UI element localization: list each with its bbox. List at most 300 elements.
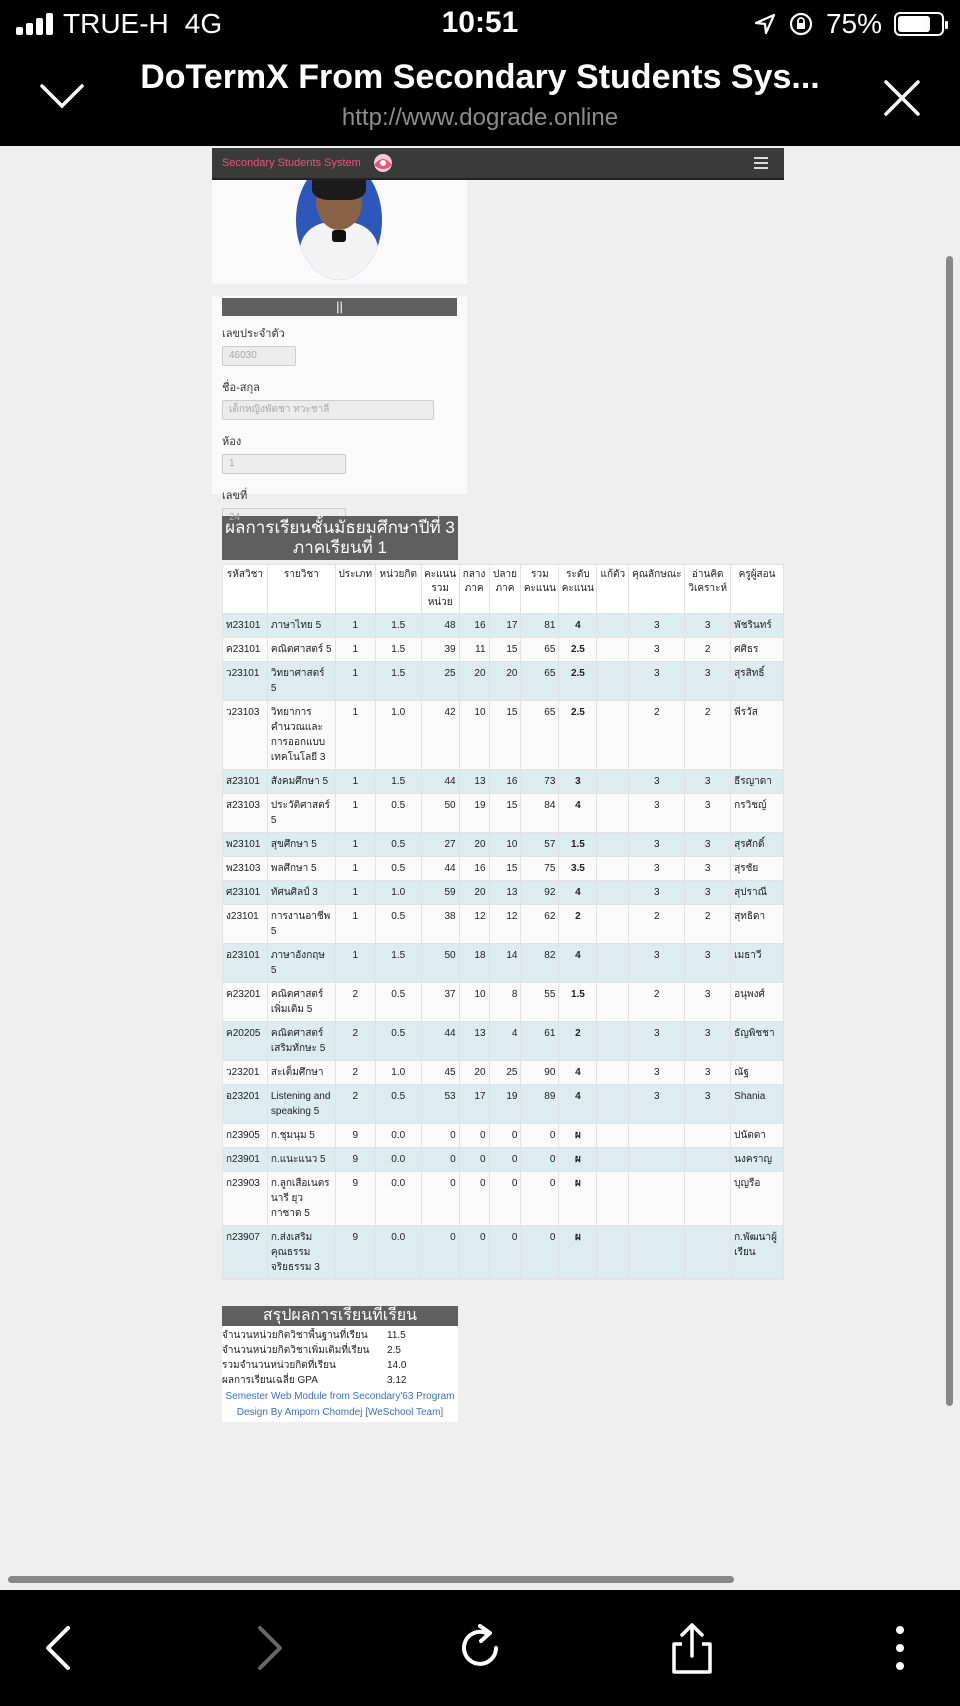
col-header: รายวิชา <box>267 565 335 614</box>
sum-score-cell: 75 <box>521 857 559 881</box>
attributes-cell <box>629 1148 685 1172</box>
student-info-panel <box>212 296 467 502</box>
subject-code-cell: อ23201 <box>223 1085 268 1124</box>
teacher-cell: สุปราณี <box>731 881 784 905</box>
teacher-cell: นงคราญ <box>731 1148 784 1172</box>
attributes-cell <box>629 1226 685 1280</box>
grade-cell: 1.5 <box>559 833 597 857</box>
midterm-cell: 19 <box>459 794 489 833</box>
credit-cell: 0.5 <box>375 833 421 857</box>
score-total-cell: 44 <box>421 770 459 794</box>
midterm-cell: 10 <box>459 701 489 770</box>
table-row <box>223 638 784 662</box>
col-header: คุณลักษณะ <box>629 565 685 614</box>
final-cell: 0 <box>489 1226 521 1280</box>
site-navbar <box>212 148 784 180</box>
subject-code-cell: ค23201 <box>223 983 268 1022</box>
credit-cell: 0.0 <box>375 1226 421 1280</box>
student-photo <box>296 180 382 280</box>
midterm-cell: 20 <box>459 662 489 701</box>
retake-cell <box>597 1124 629 1148</box>
grade-cell: ผ <box>559 1148 597 1172</box>
attributes-cell: 3 <box>629 662 685 701</box>
subject-name-cell: สุขศึกษา 5 <box>267 833 335 857</box>
midterm-cell: 16 <box>459 614 489 638</box>
subject-type-cell: 2 <box>335 983 375 1022</box>
grade-cell: 4 <box>559 794 597 833</box>
midterm-cell: 0 <box>459 1148 489 1172</box>
sum-score-cell: 0 <box>521 1124 559 1148</box>
teacher-cell: บุญรือ <box>731 1172 784 1226</box>
attributes-cell: 3 <box>629 1022 685 1061</box>
subject-code-cell: ศ23101 <box>223 881 268 905</box>
final-cell: 20 <box>489 662 521 701</box>
score-total-cell: 44 <box>421 1022 459 1061</box>
subject-code-cell: ง23101 <box>223 905 268 944</box>
final-cell: 8 <box>489 983 521 1022</box>
subject-name-cell: คณิตศาสตร์เสริมทักษะ 5 <box>267 1022 335 1061</box>
col-header: รวมคะแนน <box>521 565 559 614</box>
table-row <box>223 905 784 944</box>
subject-type-cell: 1 <box>335 701 375 770</box>
subject-name-cell: ประวัติศาสตร์ 5 <box>267 794 335 833</box>
midterm-cell: 16 <box>459 857 489 881</box>
midterm-cell: 10 <box>459 983 489 1022</box>
school-logo <box>369 151 397 175</box>
sum-score-cell: 82 <box>521 944 559 983</box>
attributes-cell: 3 <box>629 1061 685 1085</box>
credit-cell: 1.0 <box>375 701 421 770</box>
col-header: ปลายภาค <box>489 565 521 614</box>
retake-cell <box>597 638 629 662</box>
grade-cell: 4 <box>559 1085 597 1124</box>
table-row <box>223 701 784 770</box>
teacher-cell: เมธาวี <box>731 944 784 983</box>
subject-type-cell: 2 <box>335 1022 375 1061</box>
credit-cell: 0.0 <box>375 1172 421 1226</box>
attributes-cell <box>629 1172 685 1226</box>
footer-design-credit[interactable]: Design By Amporn Chomdej [WeSchool Team] <box>236 1407 444 1418</box>
subject-name-cell: ภาษาอังกฤษ 5 <box>267 944 335 983</box>
teacher-cell: ธัญพิชชา <box>731 1022 784 1061</box>
chevron-down-icon[interactable] <box>38 76 86 116</box>
subject-code-cell: ก23907 <box>223 1226 268 1280</box>
final-cell: 0 <box>489 1148 521 1172</box>
sum-score-cell: 81 <box>521 614 559 638</box>
retake-cell <box>597 1085 629 1124</box>
reading-analysis-cell: 3 <box>685 833 731 857</box>
reading-analysis-cell: 3 <box>685 857 731 881</box>
midterm-cell: 20 <box>459 881 489 905</box>
midterm-cell: 13 <box>459 1022 489 1061</box>
sum-score-cell: 90 <box>521 1061 559 1085</box>
midterm-cell: 12 <box>459 905 489 944</box>
final-cell: 15 <box>489 794 521 833</box>
reload-icon[interactable] <box>452 1620 508 1676</box>
subject-type-cell: 1 <box>335 944 375 983</box>
col-header: แก้ตัว <box>597 565 629 614</box>
final-cell: 19 <box>489 1085 521 1124</box>
retake-cell <box>597 1172 629 1226</box>
horizontal-scrollbar[interactable] <box>8 1576 734 1583</box>
attributes-cell: 3 <box>629 1085 685 1124</box>
retake-cell <box>597 857 629 881</box>
summary-label: จำนวนหน่วยกิตวิชาพื้นฐานที่เรียน <box>222 1330 368 1341</box>
sum-score-cell: 61 <box>521 1022 559 1061</box>
battery-percent: 75% <box>825 8 882 39</box>
grade-cell: 2.5 <box>559 638 597 662</box>
teacher-cell: อนุพงศ์ <box>731 983 784 1022</box>
retake-cell <box>597 944 629 983</box>
score-total-cell: 53 <box>421 1085 459 1124</box>
sum-score-cell: 62 <box>521 905 559 944</box>
subject-type-cell: 9 <box>335 1124 375 1148</box>
reading-analysis-cell <box>685 1172 731 1226</box>
midterm-cell: 0 <box>459 1226 489 1280</box>
table-row <box>223 1061 784 1085</box>
subject-code-cell: ว23101 <box>223 662 268 701</box>
teacher-cell: ศศิธร <box>731 638 784 662</box>
col-header: อ่านคิดวิเคราะห์ <box>685 565 731 614</box>
sum-score-cell: 89 <box>521 1085 559 1124</box>
teacher-cell: สุรสิทธิ์ <box>731 662 784 701</box>
table-row <box>223 614 784 638</box>
grade-cell: ผ <box>559 1172 597 1226</box>
subject-type-cell: 9 <box>335 1148 375 1172</box>
retake-cell <box>597 905 629 944</box>
reading-analysis-cell: 3 <box>685 944 731 983</box>
grades-table-body <box>223 614 784 1280</box>
credit-cell: 1.0 <box>375 1061 421 1085</box>
reading-analysis-cell: 2 <box>685 638 731 662</box>
sum-score-cell: 55 <box>521 983 559 1022</box>
grade-cell: 3 <box>559 770 597 794</box>
subject-code-cell: ค23101 <box>223 638 268 662</box>
final-cell: 13 <box>489 881 521 905</box>
battery-icon <box>894 12 944 36</box>
retake-cell <box>597 701 629 770</box>
grade-cell: 3.5 <box>559 857 597 881</box>
credit-cell: 0.5 <box>375 794 421 833</box>
table-header-row <box>223 565 784 614</box>
teacher-cell: กรวิชญ์ <box>731 794 784 833</box>
results-title: ผลการเรียนชั้นมัธยมศึกษาปีที่ 3 ภาคเรียนที่ 1 <box>222 516 458 560</box>
score-total-cell: 0 <box>421 1226 459 1280</box>
midterm-cell: 0 <box>459 1124 489 1148</box>
room-label: ห้อง <box>222 436 242 448</box>
teacher-cell: ณัฐ <box>731 1061 784 1085</box>
col-header: หน่วยกิต <box>375 565 421 614</box>
summary-title: สรุปผลการเรียนที่เรียน <box>222 1306 458 1326</box>
retake-cell <box>597 794 629 833</box>
teacher-cell: สุรศักดิ์ <box>731 833 784 857</box>
subject-name-cell: ก.ลูกเสือเนตรนารี ยุวกาชาด 5 <box>267 1172 335 1226</box>
midterm-cell: 11 <box>459 638 489 662</box>
teacher-cell: ก.พัฒนาผู้เรียน <box>731 1226 784 1280</box>
sum-score-cell: 0 <box>521 1148 559 1172</box>
score-total-cell: 45 <box>421 1061 459 1085</box>
summary-label: จำนวนหน่วยกิตวิชาเพิ่มเติมที่เรียน <box>222 1345 370 1356</box>
credit-cell: 0.5 <box>375 857 421 881</box>
student-name-field[interactable] <box>222 400 434 420</box>
teacher-cell: สุรชัย <box>731 857 784 881</box>
final-cell: 15 <box>489 857 521 881</box>
retake-cell <box>597 662 629 701</box>
subject-type-cell: 9 <box>335 1226 375 1280</box>
grade-cell: 4 <box>559 944 597 983</box>
grade-cell: 2.5 <box>559 662 597 701</box>
credit-cell: 0.5 <box>375 983 421 1022</box>
reading-analysis-cell: 3 <box>685 1022 731 1061</box>
student-name-label: ชื่อ-สกุล <box>222 382 260 394</box>
col-header: ครูผู้สอน <box>731 565 784 614</box>
grades-table <box>222 564 784 1280</box>
subject-type-cell: 2 <box>335 1061 375 1085</box>
score-total-cell: 25 <box>421 662 459 701</box>
more-options-icon[interactable] <box>872 1620 928 1676</box>
subject-type-cell: 1 <box>335 638 375 662</box>
credit-cell: 0.0 <box>375 1124 421 1148</box>
reading-analysis-cell: 3 <box>685 1085 731 1124</box>
subject-name-cell: ทัศนศิลป์ 3 <box>267 881 335 905</box>
subject-code-cell: ส23103 <box>223 794 268 833</box>
attributes-cell: 2 <box>629 905 685 944</box>
midterm-cell: 20 <box>459 833 489 857</box>
subject-name-cell: ก.แนะแนว 5 <box>267 1148 335 1172</box>
credit-cell: 1.5 <box>375 944 421 983</box>
midterm-cell: 18 <box>459 944 489 983</box>
score-total-cell: 50 <box>421 794 459 833</box>
sum-score-cell: 84 <box>521 794 559 833</box>
credit-cell: 1.5 <box>375 770 421 794</box>
summary-label: รวมจำนวนหน่วยกิตที่เรียน <box>222 1360 336 1371</box>
score-total-cell: 59 <box>421 881 459 905</box>
subject-code-cell: ค20205 <box>223 1022 268 1061</box>
forward-icon[interactable] <box>240 1620 296 1676</box>
table-row <box>223 881 784 905</box>
table-row <box>223 1226 784 1280</box>
back-icon[interactable] <box>32 1620 88 1676</box>
info-panel-header: || <box>222 298 457 316</box>
reading-analysis-cell: 3 <box>685 662 731 701</box>
teacher-cell: Shania <box>731 1085 784 1124</box>
subject-type-cell: 1 <box>335 857 375 881</box>
col-header: รหัสวิชา <box>223 565 268 614</box>
attributes-cell: 3 <box>629 638 685 662</box>
table-row <box>223 794 784 833</box>
final-cell: 0 <box>489 1172 521 1226</box>
midterm-cell: 0 <box>459 1172 489 1226</box>
subject-code-cell: ส23101 <box>223 770 268 794</box>
grade-cell: 4 <box>559 1061 597 1085</box>
credit-cell: 0.5 <box>375 905 421 944</box>
subject-code-cell: ก23903 <box>223 1172 268 1226</box>
table-row <box>223 833 784 857</box>
subject-name-cell: สะเต็มศึกษา <box>267 1061 335 1085</box>
network-label: 4G <box>184 8 223 39</box>
subject-code-cell: ท23101 <box>223 614 268 638</box>
grade-cell: 2 <box>559 1022 597 1061</box>
col-header: ประเภท <box>335 565 375 614</box>
vertical-scrollbar[interactable] <box>946 256 953 1406</box>
subject-type-cell: 1 <box>335 881 375 905</box>
teacher-cell: ปนัดดา <box>731 1124 784 1148</box>
subject-name-cell: ก.ชุมนุม 5 <box>267 1124 335 1148</box>
reading-analysis-cell: 3 <box>685 983 731 1022</box>
teacher-cell: สุทธิดา <box>731 905 784 944</box>
menu-icon[interactable] <box>754 157 768 172</box>
reading-analysis-cell <box>685 1124 731 1148</box>
reading-analysis-cell: 3 <box>685 794 731 833</box>
student-photo-frame <box>212 180 467 284</box>
score-total-cell: 38 <box>421 905 459 944</box>
seat-number-label: เลขที่ <box>222 490 248 502</box>
retake-cell <box>597 983 629 1022</box>
score-total-cell: 50 <box>421 944 459 983</box>
attributes-cell: 3 <box>629 857 685 881</box>
subject-code-cell: ก23905 <box>223 1124 268 1148</box>
room-field[interactable] <box>222 454 346 474</box>
retake-cell <box>597 833 629 857</box>
subject-type-cell: 9 <box>335 1172 375 1226</box>
reading-analysis-cell: 2 <box>685 905 731 944</box>
status-bar <box>0 0 960 50</box>
carrier-label: TRUE-H <box>63 8 169 39</box>
grade-cell: 4 <box>559 881 597 905</box>
teacher-cell: พัชรินทร์ <box>731 614 784 638</box>
table-row <box>223 1124 784 1148</box>
summary-label: ผลการเรียนเฉลี่ย GPA <box>222 1375 318 1386</box>
subject-name-cell: ก.ส่งเสริมคุณธรรมจริยธรรม 3 <box>267 1226 335 1280</box>
retake-cell <box>597 881 629 905</box>
subject-name-cell: คณิตศาสตร์เพิ่มเติม 5 <box>267 983 335 1022</box>
subject-name-cell: พลศึกษา 5 <box>267 857 335 881</box>
attributes-cell: 2 <box>629 701 685 770</box>
credit-cell: 0.5 <box>375 1022 421 1061</box>
score-total-cell: 0 <box>421 1124 459 1148</box>
subject-code-cell: พ23101 <box>223 833 268 857</box>
credit-cell: 0.5 <box>375 1085 421 1124</box>
credit-cell: 1.5 <box>375 614 421 638</box>
midterm-cell: 20 <box>459 1061 489 1085</box>
midterm-cell: 17 <box>459 1085 489 1124</box>
reading-analysis-cell: 3 <box>685 770 731 794</box>
final-cell: 15 <box>489 638 521 662</box>
final-cell: 0 <box>489 1124 521 1148</box>
table-row <box>223 1085 784 1124</box>
reading-analysis-cell: 3 <box>685 614 731 638</box>
final-cell: 17 <box>489 614 521 638</box>
midterm-cell: 13 <box>459 770 489 794</box>
reading-analysis-cell: 3 <box>685 881 731 905</box>
sum-score-cell: 65 <box>521 638 559 662</box>
score-total-cell: 44 <box>421 857 459 881</box>
web-content <box>212 148 784 1422</box>
subject-name-cell: สังคมศึกษา 5 <box>267 770 335 794</box>
retake-cell <box>597 1022 629 1061</box>
site-brand[interactable]: Secondary Students System <box>222 157 361 169</box>
table-row <box>223 770 784 794</box>
score-total-cell: 27 <box>421 833 459 857</box>
subject-type-cell: 2 <box>335 1085 375 1124</box>
score-total-cell: 0 <box>421 1172 459 1226</box>
attributes-cell: 3 <box>629 881 685 905</box>
rotation-lock-icon <box>788 11 814 37</box>
summary-value: 14.0 <box>387 1360 407 1371</box>
table-row <box>223 662 784 701</box>
credit-cell: 1.5 <box>375 638 421 662</box>
retake-cell <box>597 1061 629 1085</box>
subject-code-cell: ว23201 <box>223 1061 268 1085</box>
grade-cell: ผ <box>559 1124 597 1148</box>
subject-code-cell: พ23103 <box>223 857 268 881</box>
table-row <box>223 1172 784 1226</box>
grade-cell: 1.5 <box>559 983 597 1022</box>
footer-credit[interactable]: Semester Web Module from Secondary'63 Program <box>225 1391 455 1402</box>
page-url[interactable]: http://www.dograde.online <box>341 104 619 131</box>
sum-score-cell: 92 <box>521 881 559 905</box>
table-row <box>223 857 784 881</box>
attributes-cell: 3 <box>629 770 685 794</box>
teacher-cell: พีรวัส <box>731 701 784 770</box>
score-total-cell: 39 <box>421 638 459 662</box>
retake-cell <box>597 1148 629 1172</box>
table-row <box>223 1022 784 1061</box>
sum-score-cell: 73 <box>521 770 559 794</box>
sum-score-cell: 57 <box>521 833 559 857</box>
summary-row <box>222 1358 458 1373</box>
summary-row <box>222 1343 458 1358</box>
reading-analysis-cell <box>685 1226 731 1280</box>
student-id-label: เลขประจำตัว <box>222 328 285 340</box>
subject-type-cell: 1 <box>335 905 375 944</box>
subject-name-cell: การงานอาชีพ 5 <box>267 905 335 944</box>
final-cell: 14 <box>489 944 521 983</box>
final-cell: 10 <box>489 833 521 857</box>
score-total-cell: 42 <box>421 701 459 770</box>
table-row <box>223 944 784 983</box>
final-cell: 12 <box>489 905 521 944</box>
browser-header <box>0 50 960 146</box>
share-icon[interactable] <box>664 1620 720 1676</box>
subject-name-cell: วิทยาศาสตร์ 5 <box>267 662 335 701</box>
location-arrow-icon <box>754 13 776 35</box>
page-title: DoTermX From Secondary Students Sys... <box>140 58 820 96</box>
subject-name-cell: วิทยาการคำนวณและการออกแบบเทคโนโลยี 3 <box>267 701 335 770</box>
subject-name-cell: คณิตศาสตร์ 5 <box>267 638 335 662</box>
summary-value: 11.5 <box>387 1330 406 1341</box>
sum-score-cell: 65 <box>521 662 559 701</box>
student-id-field[interactable] <box>222 346 296 366</box>
subject-code-cell: ก23901 <box>223 1148 268 1172</box>
sum-score-cell: 0 <box>521 1172 559 1226</box>
attributes-cell: 3 <box>629 944 685 983</box>
retake-cell <box>597 1226 629 1280</box>
reading-analysis-cell: 2 <box>685 701 731 770</box>
score-total-cell: 48 <box>421 614 459 638</box>
table-row <box>223 983 784 1022</box>
subject-code-cell: อ23101 <box>223 944 268 983</box>
subject-type-cell: 1 <box>335 662 375 701</box>
grade-cell: 2 <box>559 905 597 944</box>
summary-row <box>222 1373 458 1388</box>
attributes-cell: 3 <box>629 833 685 857</box>
close-icon[interactable] <box>880 76 924 120</box>
score-total-cell: 0 <box>421 1148 459 1172</box>
attributes-cell: 3 <box>629 614 685 638</box>
subject-code-cell: ว23103 <box>223 701 268 770</box>
reading-analysis-cell: 3 <box>685 1061 731 1085</box>
